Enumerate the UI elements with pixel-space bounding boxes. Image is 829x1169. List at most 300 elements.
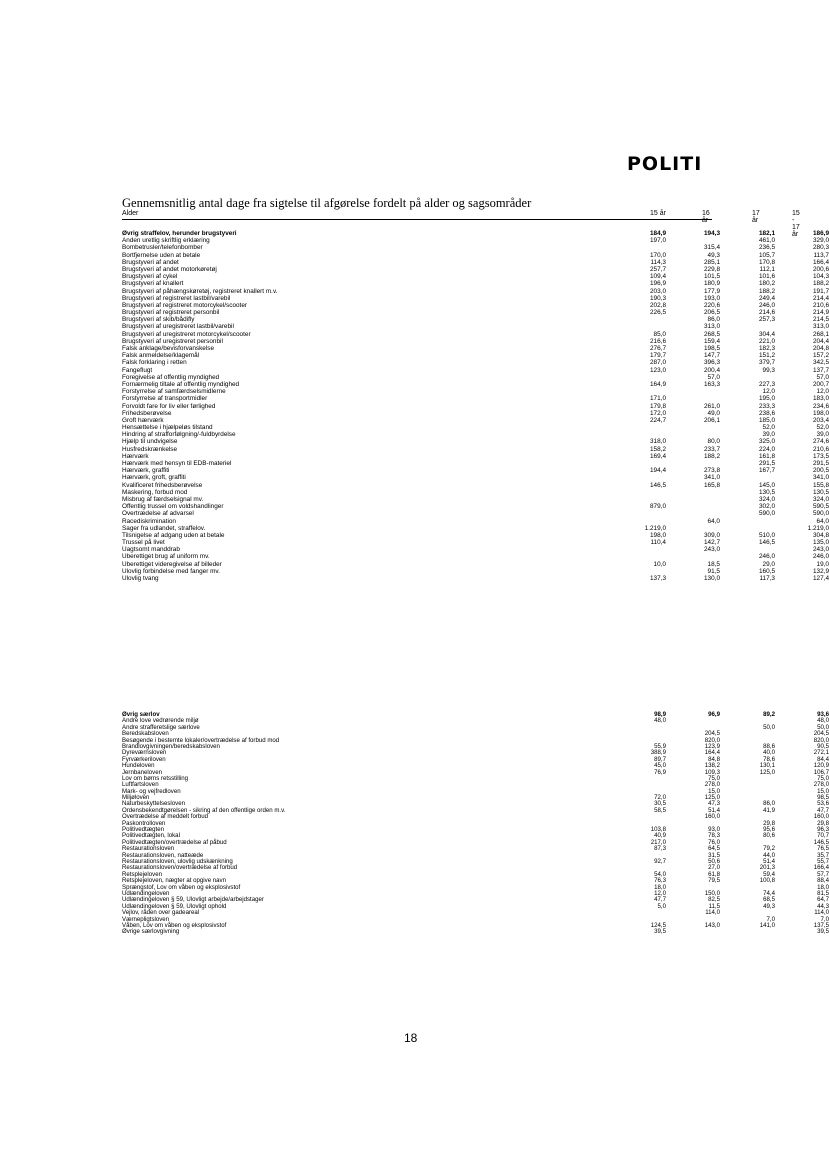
cell-17: 50,0 bbox=[763, 723, 775, 731]
row-label: Forstyrrelse af samfærdselsmidlerne bbox=[122, 388, 226, 396]
table-row bbox=[122, 928, 829, 936]
row-label: Udlændingeloven bbox=[122, 889, 170, 897]
cell-17: 221,0 bbox=[759, 337, 775, 345]
row-label: Miljøloven bbox=[122, 794, 150, 802]
cell-17: 161,8 bbox=[759, 452, 775, 460]
row-label: Våben, Lov om våben og eksplosivstof bbox=[122, 921, 227, 929]
cell-15-17: 127,4 bbox=[813, 575, 829, 582]
cell-15: 158,2 bbox=[650, 445, 666, 453]
cell-16: 57,0 bbox=[707, 373, 720, 381]
cell-17: 185,0 bbox=[759, 416, 775, 424]
cell-15: 257,7 bbox=[650, 265, 666, 273]
cell-16: 204,5 bbox=[704, 730, 720, 738]
table-row bbox=[122, 345, 829, 352]
row-label: Retsplejeloven, nægter at opgive navn bbox=[122, 877, 226, 885]
cell-15-17: 15,0 bbox=[817, 787, 829, 795]
cell-17: 40,0 bbox=[763, 749, 775, 757]
cell-15-17: 268,1 bbox=[813, 330, 829, 338]
table-row bbox=[122, 237, 829, 245]
row-label: Brugstyveri af uregistreret lastbil/varebil bbox=[122, 323, 234, 331]
cell-15-17: 44,3 bbox=[817, 902, 829, 910]
cell-16: 47,3 bbox=[708, 800, 720, 808]
row-label: Brugstyveri af cykel bbox=[122, 273, 178, 281]
row-label: Uberettiget videregivelse af billeder bbox=[122, 560, 222, 568]
cell-15-17: 113,7 bbox=[813, 251, 829, 259]
cell-15-17: 35,7 bbox=[817, 851, 829, 859]
table-row bbox=[122, 395, 829, 403]
cell-16: 78,3 bbox=[708, 832, 720, 840]
cell-17: 78,6 bbox=[763, 755, 775, 763]
cell-16: 80,0 bbox=[707, 438, 720, 446]
row-label: Fornærmelig tiltale af offentlig myndighed bbox=[122, 380, 240, 388]
row-label: Bortfjernelse uden at betale bbox=[122, 251, 201, 259]
cell-15: 146,5 bbox=[650, 481, 666, 489]
row-label: Brugstyveri af uregistreret personbil bbox=[122, 337, 223, 345]
cell-15-17: 75,0 bbox=[817, 774, 829, 782]
cell-15: 98,9 bbox=[654, 711, 666, 718]
cell-15: 124,5 bbox=[650, 921, 666, 929]
cell-15: 137,3 bbox=[650, 575, 666, 582]
cell-17: 461,0 bbox=[759, 237, 775, 245]
row-label: Politivedtægten/overtrædelse af påbud bbox=[122, 838, 227, 846]
cell-16: 147,7 bbox=[704, 352, 720, 360]
cell-17: 214,6 bbox=[759, 309, 775, 317]
table-row bbox=[122, 323, 829, 331]
row-label: Hundeloven bbox=[122, 762, 155, 770]
cell-17: 182,1 bbox=[759, 230, 775, 237]
cell-16: 11,5 bbox=[708, 902, 720, 910]
cell-16: 15,0 bbox=[708, 787, 720, 795]
row-label: Groft hærværk bbox=[122, 416, 164, 424]
table-row bbox=[122, 309, 829, 317]
cell-16: 91,5 bbox=[707, 567, 720, 575]
cell-17: 68,5 bbox=[763, 896, 775, 904]
cell-15: 196,9 bbox=[650, 280, 666, 288]
row-label: Restaurationsloven, natteæde bbox=[122, 851, 204, 859]
cell-15-17: 81,5 bbox=[817, 889, 829, 897]
cell-17: 257,3 bbox=[759, 316, 775, 324]
cell-15: 190,3 bbox=[650, 294, 666, 302]
cell-16: 193,0 bbox=[704, 294, 720, 302]
cell-17: 29,8 bbox=[763, 819, 775, 827]
row-label: Ulovlig tvang bbox=[122, 575, 159, 582]
cell-15-17: 243,0 bbox=[813, 546, 829, 554]
cell-15-17: 173,5 bbox=[813, 452, 829, 460]
cell-15-17: 96,3 bbox=[817, 826, 829, 834]
cell-15: 194,4 bbox=[650, 467, 666, 475]
cell-15: 55,9 bbox=[654, 742, 666, 750]
row-label: Hærværk, graffiti bbox=[122, 467, 170, 475]
cell-16: 309,0 bbox=[704, 531, 720, 539]
cell-17: 79,2 bbox=[763, 845, 775, 853]
cell-16: 278,0 bbox=[704, 781, 720, 789]
table-row bbox=[122, 531, 829, 539]
row-label: Lov om børns retsstilling bbox=[122, 774, 189, 782]
cell-16: 198,5 bbox=[704, 345, 720, 352]
cell-16: 165,8 bbox=[704, 481, 720, 489]
cell-17: 80,6 bbox=[763, 832, 775, 840]
cell-16: 114,0 bbox=[705, 909, 720, 917]
table-row bbox=[122, 280, 829, 288]
cell-16: 64,5 bbox=[708, 845, 720, 853]
header-16: 16 år bbox=[702, 210, 710, 224]
cell-16: 285,1 bbox=[704, 258, 720, 266]
cell-15-17: 50,0 bbox=[817, 723, 829, 731]
cell-16: 396,3 bbox=[704, 359, 720, 367]
cell-15-17: 198,0 bbox=[813, 409, 829, 417]
cell-15-17: 104,3 bbox=[813, 273, 829, 281]
table-row bbox=[122, 431, 829, 439]
cell-15: 226,5 bbox=[650, 309, 666, 317]
row-label: Overtrædelse af meddelt forbud bbox=[122, 813, 209, 821]
page-number: 18 bbox=[404, 1031, 418, 1045]
row-label: Brandlovgivningen/beredskabsloven bbox=[122, 742, 220, 750]
cell-15-17: 183,0 bbox=[813, 395, 829, 403]
cell-17: 170,8 bbox=[759, 258, 775, 266]
cell-15: 123,0 bbox=[650, 366, 666, 374]
cell-15: 89,7 bbox=[654, 755, 666, 763]
row-label: Øvrige særlovgivning bbox=[122, 928, 180, 936]
cell-17: 233,3 bbox=[759, 402, 775, 410]
cell-15: 5,0 bbox=[657, 902, 666, 910]
cell-15: 103,8 bbox=[650, 826, 666, 834]
cell-15: 18,0 bbox=[654, 883, 666, 891]
cell-15-17: 146,5 bbox=[813, 838, 829, 846]
cell-17: 101,6 bbox=[759, 273, 775, 281]
row-label: Bombetrusler/telefonbomber bbox=[122, 244, 203, 252]
row-label: Hærværk bbox=[122, 452, 149, 460]
cell-15-17: 29,8 bbox=[817, 819, 829, 827]
row-label: Sager fra udlandet, straffelov. bbox=[122, 524, 206, 532]
row-label: Øvrig straffelov, herunder brugstyveri bbox=[122, 230, 237, 237]
cell-16: 51,4 bbox=[708, 806, 720, 814]
cell-15-17: 130,5 bbox=[813, 488, 829, 496]
row-label: Falsk forklaring i retten bbox=[122, 359, 187, 367]
cell-15-17: 166,4 bbox=[813, 258, 829, 266]
cell-17: 238,6 bbox=[759, 409, 775, 417]
cell-16: 49,3 bbox=[707, 251, 720, 259]
row-label: Luftfartsloven bbox=[122, 781, 159, 789]
cell-15-17: 106,7 bbox=[813, 768, 829, 776]
cell-15: 39,5 bbox=[654, 928, 666, 936]
cell-17: 52,0 bbox=[762, 424, 775, 432]
table-row bbox=[122, 424, 829, 432]
table-row bbox=[122, 452, 829, 460]
row-label: Falsk anmeldelse/klagemål bbox=[122, 352, 200, 360]
cell-16: 150,0 bbox=[704, 889, 720, 897]
cell-15-17: 291,5 bbox=[813, 460, 829, 467]
cell-15: 58,5 bbox=[654, 806, 666, 814]
cell-15: 72,0 bbox=[654, 794, 666, 802]
cell-15-17: 166,4 bbox=[813, 864, 829, 872]
cell-17: 249,4 bbox=[759, 294, 775, 302]
cell-15-17: 47,7 bbox=[817, 806, 829, 814]
cell-16: 820,0 bbox=[704, 736, 720, 744]
row-label: Udlændingeloven § 59, Ulovligt ophold bbox=[122, 902, 227, 910]
cell-15-17: 53,6 bbox=[817, 800, 829, 808]
cell-15: 48,0 bbox=[654, 717, 666, 725]
table-title: Gennemsnitlig antal dage fra sigtelse til afgørelse fordelt på alder og sagsområder bbox=[122, 196, 532, 210]
row-label: Værnepligtsloven bbox=[122, 915, 170, 923]
cell-16: 313,0 bbox=[704, 323, 720, 331]
cell-16: 96,9 bbox=[708, 711, 720, 718]
cell-17: 201,3 bbox=[759, 864, 775, 872]
cell-15-17: 278,0 bbox=[813, 781, 829, 789]
cell-15: 217,0 bbox=[650, 838, 666, 846]
cell-15-17: 210,6 bbox=[813, 445, 829, 453]
cell-17: 379,7 bbox=[759, 359, 775, 367]
cell-15: 179,8 bbox=[650, 402, 666, 410]
row-label: Kvalificeret frihedsberøvelse bbox=[122, 481, 203, 489]
cell-17: 95,6 bbox=[763, 826, 775, 834]
table-row bbox=[122, 539, 829, 547]
cell-15-17: 64,0 bbox=[816, 517, 829, 525]
cell-16: 160,0 bbox=[704, 813, 720, 821]
cell-15-17: 18,0 bbox=[817, 883, 829, 891]
cell-15-17: 210,6 bbox=[813, 301, 829, 309]
cell-15: 318,0 bbox=[650, 438, 666, 446]
cell-15-17: 342,5 bbox=[813, 359, 829, 367]
cell-15: 172,0 bbox=[650, 409, 666, 417]
cell-16: 61,8 bbox=[708, 870, 720, 878]
cell-15-17: 155,8 bbox=[813, 481, 829, 489]
row-label: Brugstyveri af påhængskøretøj, registreret knallert m.v. bbox=[122, 287, 278, 295]
header-15-17: 15 - 17 år bbox=[792, 210, 800, 238]
cell-17: 146,5 bbox=[759, 539, 775, 547]
row-label: Fangeflugt bbox=[122, 366, 153, 374]
cell-15-17: 203,4 bbox=[813, 416, 829, 424]
cell-15-17: 39,0 bbox=[816, 431, 829, 439]
cell-17: 246,0 bbox=[759, 301, 775, 309]
cell-15-17: 246,0 bbox=[813, 553, 829, 561]
cell-17: 590,0 bbox=[759, 510, 775, 518]
cell-15: 40,9 bbox=[654, 832, 666, 840]
cell-16: 79,5 bbox=[708, 877, 720, 885]
cell-15-17: 160,0 bbox=[813, 813, 829, 821]
cell-15: 287,0 bbox=[650, 359, 666, 367]
cell-15: 169,4 bbox=[650, 452, 666, 460]
row-label: Brugstyveri af andet motorkøretøj bbox=[122, 265, 217, 273]
cell-15-17: 84,4 bbox=[817, 755, 829, 763]
table-row bbox=[122, 467, 829, 475]
cell-17: 304,4 bbox=[759, 330, 775, 338]
cell-17: 88,6 bbox=[763, 742, 775, 750]
cell-17: 246,0 bbox=[759, 553, 775, 561]
table-row bbox=[122, 460, 829, 467]
row-label: Foregivelse af offentlig myndighed bbox=[122, 373, 220, 381]
cell-15: 85,0 bbox=[653, 330, 666, 338]
cell-15-17: 820,0 bbox=[813, 736, 829, 744]
row-label: Brugstyveri af registreret motorcykel/scooter bbox=[122, 301, 248, 309]
cell-15-17: 120,9 bbox=[813, 762, 829, 770]
cell-16: 130,0 bbox=[704, 575, 720, 582]
cell-15-17: 132,9 bbox=[813, 567, 829, 575]
row-label: Andre strafferetslige særlove bbox=[122, 723, 200, 731]
cell-15-17: 137,7 bbox=[813, 366, 829, 374]
row-label: Anden uretlig skriftlig erklæring bbox=[122, 237, 210, 245]
row-label: Mark- og vejfredloven bbox=[122, 787, 181, 795]
cell-17: 12,0 bbox=[762, 388, 775, 396]
cell-15-17: 590,5 bbox=[813, 503, 829, 511]
table-row bbox=[122, 409, 829, 417]
cell-17: 86,0 bbox=[763, 800, 775, 808]
row-label: Restaurationsloven bbox=[122, 845, 175, 853]
cell-15-17: 186,9 bbox=[813, 230, 829, 237]
cell-15-17: 188,2 bbox=[813, 280, 829, 288]
cell-15: 879,0 bbox=[650, 503, 666, 511]
cell-15-17: 214,5 bbox=[813, 316, 829, 324]
cell-17: 49,3 bbox=[763, 902, 775, 910]
row-label: Racediskrimination bbox=[122, 517, 176, 525]
cell-16: 268,5 bbox=[704, 330, 720, 338]
cell-16: 31,5 bbox=[708, 851, 720, 859]
cell-17: 302,0 bbox=[759, 503, 775, 511]
cell-16: 143,0 bbox=[704, 921, 720, 929]
cell-15-17: 204,8 bbox=[813, 345, 829, 352]
cell-16: 163,3 bbox=[704, 380, 720, 388]
cell-16: 49,0 bbox=[707, 409, 720, 417]
row-label: Offentlig trussel om voldshandlinger bbox=[122, 503, 224, 511]
row-label: Ulovlig forbindelse med fanger mv. bbox=[122, 567, 220, 575]
row-label: Brugstyveri af knallert bbox=[122, 280, 184, 288]
row-label: Frihedsberøvelse bbox=[122, 409, 172, 417]
cell-17: 59,4 bbox=[763, 870, 775, 878]
table-row bbox=[122, 495, 829, 503]
table-row bbox=[122, 287, 829, 295]
cell-15-17: 191,7 bbox=[813, 287, 829, 295]
cell-16: 84,8 bbox=[708, 755, 720, 763]
cell-15-17: 93,6 bbox=[817, 711, 829, 718]
cell-17: 227,3 bbox=[759, 380, 775, 388]
header-17: 17 år bbox=[752, 210, 760, 224]
row-label: Politivedtægten, lokal bbox=[122, 832, 180, 840]
row-label: Trussel på livet bbox=[122, 539, 165, 547]
row-label: Overtrædelse af advarsel bbox=[122, 510, 194, 518]
table-row bbox=[122, 488, 829, 496]
row-label: Forvoldt fare for liv eller førlighed bbox=[122, 402, 216, 410]
row-label: Restaurationsloven/overtrædelse af forbud bbox=[122, 864, 238, 872]
row-label: Vejlov, råden over gadeareal bbox=[122, 909, 200, 917]
cell-16: 138,2 bbox=[704, 762, 720, 770]
row-label: Brugstyveri af registreret personbil bbox=[122, 309, 220, 317]
row-label: Fyrværkeriloven bbox=[122, 755, 166, 763]
row-label: Andre love vedrørende miljø bbox=[122, 717, 199, 725]
cell-16: 206,5 bbox=[704, 309, 720, 317]
header-age: Alder bbox=[122, 210, 139, 217]
cell-15: 45,0 bbox=[654, 762, 666, 770]
cell-16: 188,2 bbox=[704, 452, 720, 460]
row-label: Jernbaneloven bbox=[122, 768, 162, 776]
table-row bbox=[122, 380, 829, 388]
cell-17: 130,1 bbox=[759, 762, 775, 770]
cell-16: 229,8 bbox=[704, 265, 720, 273]
cell-15-17: 88,4 bbox=[817, 877, 829, 885]
row-label: Brugstyveri af uregistreret motorcykel/scooter bbox=[122, 330, 251, 338]
cell-16: 273,8 bbox=[704, 467, 720, 475]
cell-15: 170,0 bbox=[650, 251, 666, 259]
cell-15-17: 200,7 bbox=[813, 380, 829, 388]
cell-15-17: 64,7 bbox=[817, 896, 829, 904]
cell-15: 110,4 bbox=[650, 539, 666, 547]
cell-16: 177,9 bbox=[704, 287, 720, 295]
cell-15-17: 204,4 bbox=[813, 337, 829, 345]
cell-15-17: 70,7 bbox=[817, 832, 829, 840]
section-straffelov bbox=[122, 230, 829, 582]
cell-15-17: 135,0 bbox=[813, 539, 829, 547]
section-saerlov bbox=[122, 711, 829, 936]
row-label: Restaurationsloven, ulovlig udskænkning bbox=[122, 857, 233, 865]
cell-16: 159,4 bbox=[704, 337, 720, 345]
row-label: Brugstyveri af skib/bådifly bbox=[122, 316, 195, 324]
cell-15: 54,0 bbox=[654, 870, 666, 878]
cell-15: 224,7 bbox=[650, 416, 666, 424]
table-row bbox=[122, 330, 829, 338]
cell-15: 184,9 bbox=[650, 230, 666, 237]
row-label: Ordensbekendtgørelsen - sikring af den offentlige orden m.v. bbox=[122, 806, 286, 814]
cell-16: 142,7 bbox=[704, 539, 720, 547]
cell-15-17: 19,0 bbox=[816, 560, 829, 568]
cell-15: 30,5 bbox=[654, 800, 666, 808]
table-row bbox=[122, 524, 829, 532]
table-row bbox=[122, 575, 829, 582]
cell-15: 12,0 bbox=[654, 889, 666, 897]
cell-15: 87,3 bbox=[654, 845, 666, 853]
cell-15: 198,0 bbox=[650, 531, 666, 539]
cell-15-17: 157,2 bbox=[813, 352, 829, 360]
cell-16: 82,5 bbox=[708, 896, 720, 904]
cell-15: 92,7 bbox=[654, 857, 666, 865]
row-label: Dyreværnsloven bbox=[122, 749, 167, 757]
table-row bbox=[122, 230, 829, 237]
cell-15: 388,9 bbox=[650, 749, 666, 757]
cell-17: 99,3 bbox=[762, 366, 775, 374]
cell-16: 76,0 bbox=[708, 838, 720, 846]
cell-15-17: 272,1 bbox=[813, 749, 829, 757]
cell-15-17: 280,3 bbox=[813, 244, 829, 252]
cell-15: 76,3 bbox=[654, 877, 666, 885]
cell-15-17: 324,0 bbox=[813, 495, 829, 503]
row-label: Politivedtægten bbox=[122, 826, 165, 834]
cell-17: 160,5 bbox=[759, 567, 775, 575]
row-label: Udlændingeloven § 59, Ulovligt arbejde/arbejdstager bbox=[122, 896, 264, 904]
row-label: Hærværk, groft, graffiti bbox=[122, 474, 186, 482]
row-label: Hensættelse i hjælpeløs tilstand bbox=[122, 424, 213, 432]
table-row bbox=[122, 251, 829, 259]
cell-15-17: 12,0 bbox=[816, 388, 829, 396]
row-label: Brugstyveri af andet bbox=[122, 258, 179, 266]
header-15: 15 år bbox=[650, 210, 666, 217]
cell-17: 105,7 bbox=[759, 251, 775, 259]
cell-17: 44,0 bbox=[763, 851, 775, 859]
cell-16: 125,0 bbox=[704, 794, 720, 802]
cell-15-17: 1.219,0 bbox=[807, 524, 829, 532]
cell-15: 109,4 bbox=[650, 273, 666, 281]
table-row bbox=[122, 373, 829, 381]
cell-17: 100,8 bbox=[759, 877, 775, 885]
cell-15: 276,7 bbox=[650, 345, 666, 352]
row-label: Beredskabsloven bbox=[122, 730, 169, 738]
cell-16: 109,3 bbox=[704, 768, 720, 776]
table-row bbox=[122, 560, 829, 568]
cell-17: 324,0 bbox=[759, 495, 775, 503]
row-label: Uagtsomt manddrab bbox=[122, 546, 180, 554]
row-label: Forstyrrelse af transportmidler bbox=[122, 395, 208, 403]
cell-17: 112,1 bbox=[759, 265, 775, 273]
table-row bbox=[122, 301, 829, 309]
table-row bbox=[122, 244, 829, 252]
cell-15-17: 7,0 bbox=[820, 915, 829, 923]
cell-15-17: 200,6 bbox=[813, 265, 829, 273]
